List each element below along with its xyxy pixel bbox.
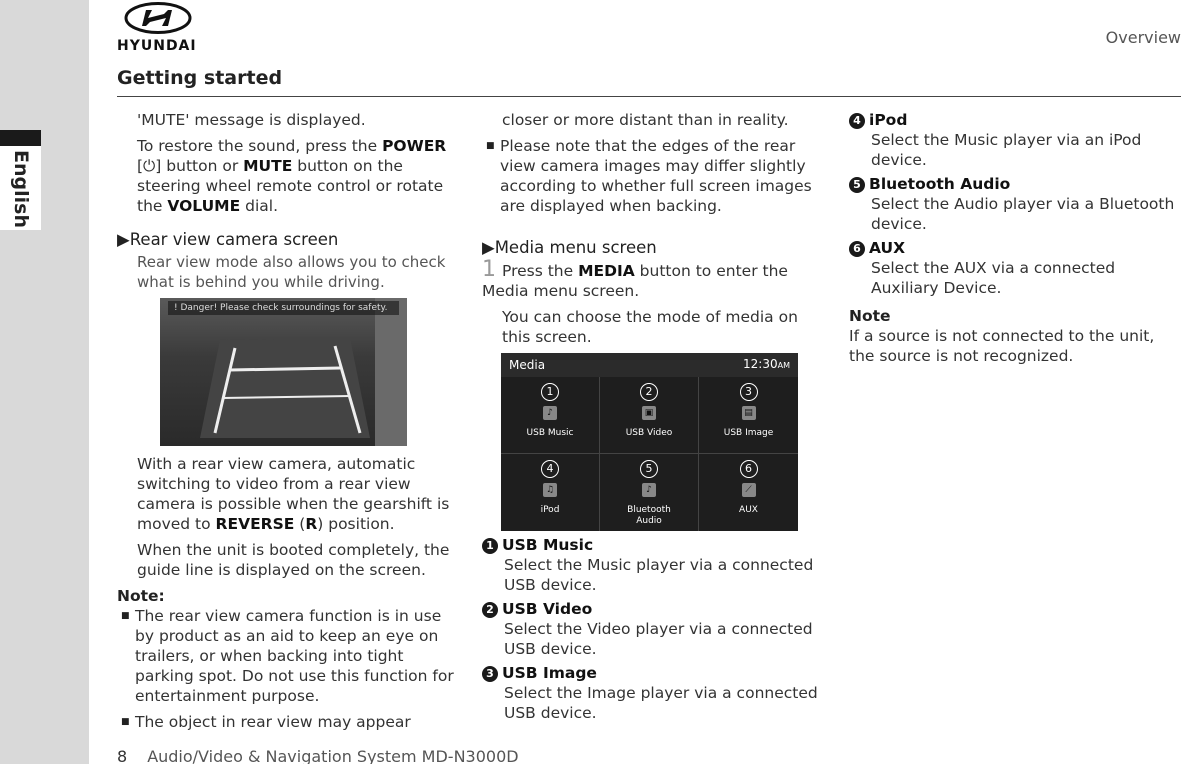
mute-message-text: 'MUTE' message is displayed. — [137, 111, 366, 129]
num-marker: 5 — [849, 177, 865, 193]
media-cell-usb-music: 1 ♪ USB Music — [501, 377, 600, 454]
usb-video-icon: ▣ — [642, 406, 656, 420]
sidebar — [0, 0, 89, 764]
media-cell-bluetooth-audio: 5 ♪ Bluetooth Audio — [600, 454, 699, 531]
rear-camera-image — [160, 298, 407, 446]
note-heading: Note: — [117, 587, 165, 605]
media-screen-clock: 12:30AM — [743, 357, 790, 371]
media-keyword: MEDIA — [578, 262, 635, 280]
mute-keyword: MUTE — [243, 157, 293, 175]
num-marker: 6 — [849, 241, 865, 257]
media-cell-ipod: 4 ♫ iPod — [501, 454, 600, 531]
note-bullet-2: ■ The object in rear view may appear — [117, 712, 457, 732]
step-1: 1 Press the MEDIA button to enter the Media menu screen. — [482, 257, 788, 300]
guide-line-paragraph: When the unit is booted completely, the guide line is displayed on the screen. — [137, 541, 450, 579]
note-text: If a source is not connected to the unit, the source is not recognized. — [849, 327, 1155, 365]
edges-note-bullet: ■ Please note that the edges of the rear view camera images may differ slightly according to whether full screen images are displayed when backing. — [482, 136, 827, 216]
r-keyword: R — [305, 515, 318, 533]
bluetooth-audio-icon: ♪ — [642, 483, 656, 497]
continued-text: closer or more distant than in reality. — [502, 111, 789, 129]
aux-icon: ⟋ — [742, 483, 756, 497]
volume-keyword: VOLUME — [167, 197, 241, 215]
num-marker: 3 — [482, 666, 498, 682]
document-title: Audio/Video & Navigation System MD-N3000D — [147, 747, 519, 764]
section-heading: Overview — [1105, 28, 1181, 47]
num-marker: 4 — [849, 113, 865, 129]
item-usb-image: 3 USB Image Select the Image player via a connected USB device. — [482, 663, 827, 723]
media-menu-heading: ▶Media menu screen — [482, 238, 657, 257]
num-marker: 2 — [482, 602, 498, 618]
media-cell-usb-image: 3 ▤ USB Image — [699, 377, 798, 454]
page-number: 8 — [117, 747, 128, 764]
rear-camera-heading: ▶Rear view camera screen — [117, 230, 339, 249]
restore-sound-paragraph: To restore the sound, press the POWER [⏻] button or MUTE button on the steering wheel remote control or rotate the VOLUME dial. — [137, 137, 447, 215]
logo-wordmark: HYUNDAI — [117, 38, 197, 54]
media-cell-aux: 6 ⟋ AUX — [739, 462, 758, 515]
column-3 — [849, 110, 1181, 372]
auto-switch-paragraph: With a rear view camera, automatic switching to video from a rear view camera is possible when the gearshift is moved to REVERSE (R) position. — [137, 455, 450, 533]
media-grid — [501, 377, 798, 531]
camera-warning-banner: ! Danger! Please check surroundings for safety. — [168, 301, 399, 315]
media-cell-usb-video: 2 ▣ USB Video — [600, 377, 699, 454]
language-label: English — [10, 150, 32, 228]
item-aux: 6 AUX Select the AUX via a connected Auxiliary Device. — [849, 238, 1181, 298]
note-bullet-1: ■ The rear view camera function is in use by product as an aid to keep an eye on trailers, or when backing into tight parking spot. Do not use this function for entertainment purpose. — [117, 606, 457, 706]
media-screen-header — [501, 353, 798, 377]
hyundai-logo — [117, 2, 199, 52]
power-keyword: POWER — [382, 137, 447, 155]
media-choose-paragraph: You can choose the mode of media on this screen. — [502, 308, 798, 346]
language-tab — [0, 130, 41, 230]
page-footer — [117, 747, 519, 764]
language-tab-marker — [0, 130, 41, 146]
hyundai-emblem-icon — [124, 2, 192, 34]
num-marker: 1 — [482, 538, 498, 554]
item-bluetooth-audio: 5 Bluetooth Audio Select the Audio player via a Bluetooth device. — [849, 174, 1181, 234]
usb-image-icon: ▤ — [742, 406, 756, 420]
media-screen-title: Media — [509, 358, 546, 372]
column-1 — [117, 110, 457, 738]
item-ipod: 4 iPod Select the Music player via an iPod device. — [849, 110, 1181, 170]
column-2 — [482, 110, 827, 727]
item-usb-music: 1 USB Music Select the Music player via a connected USB device. — [482, 535, 827, 595]
step-number: 1 — [482, 257, 496, 282]
guide-lines — [160, 298, 407, 446]
media-screen-image — [501, 353, 798, 531]
title-divider — [117, 96, 1181, 97]
ipod-icon: ♫ — [543, 483, 557, 497]
page-title: Getting started — [117, 67, 283, 89]
usb-music-icon: ♪ — [543, 406, 557, 420]
rear-camera-description: Rear view mode also allows you to check what is behind you while driving. — [137, 253, 446, 291]
item-usb-video: 2 USB Video Select the Video player via a connected USB device. — [482, 599, 827, 659]
reverse-keyword: REVERSE — [215, 515, 295, 533]
note-heading: Note — [849, 307, 891, 325]
